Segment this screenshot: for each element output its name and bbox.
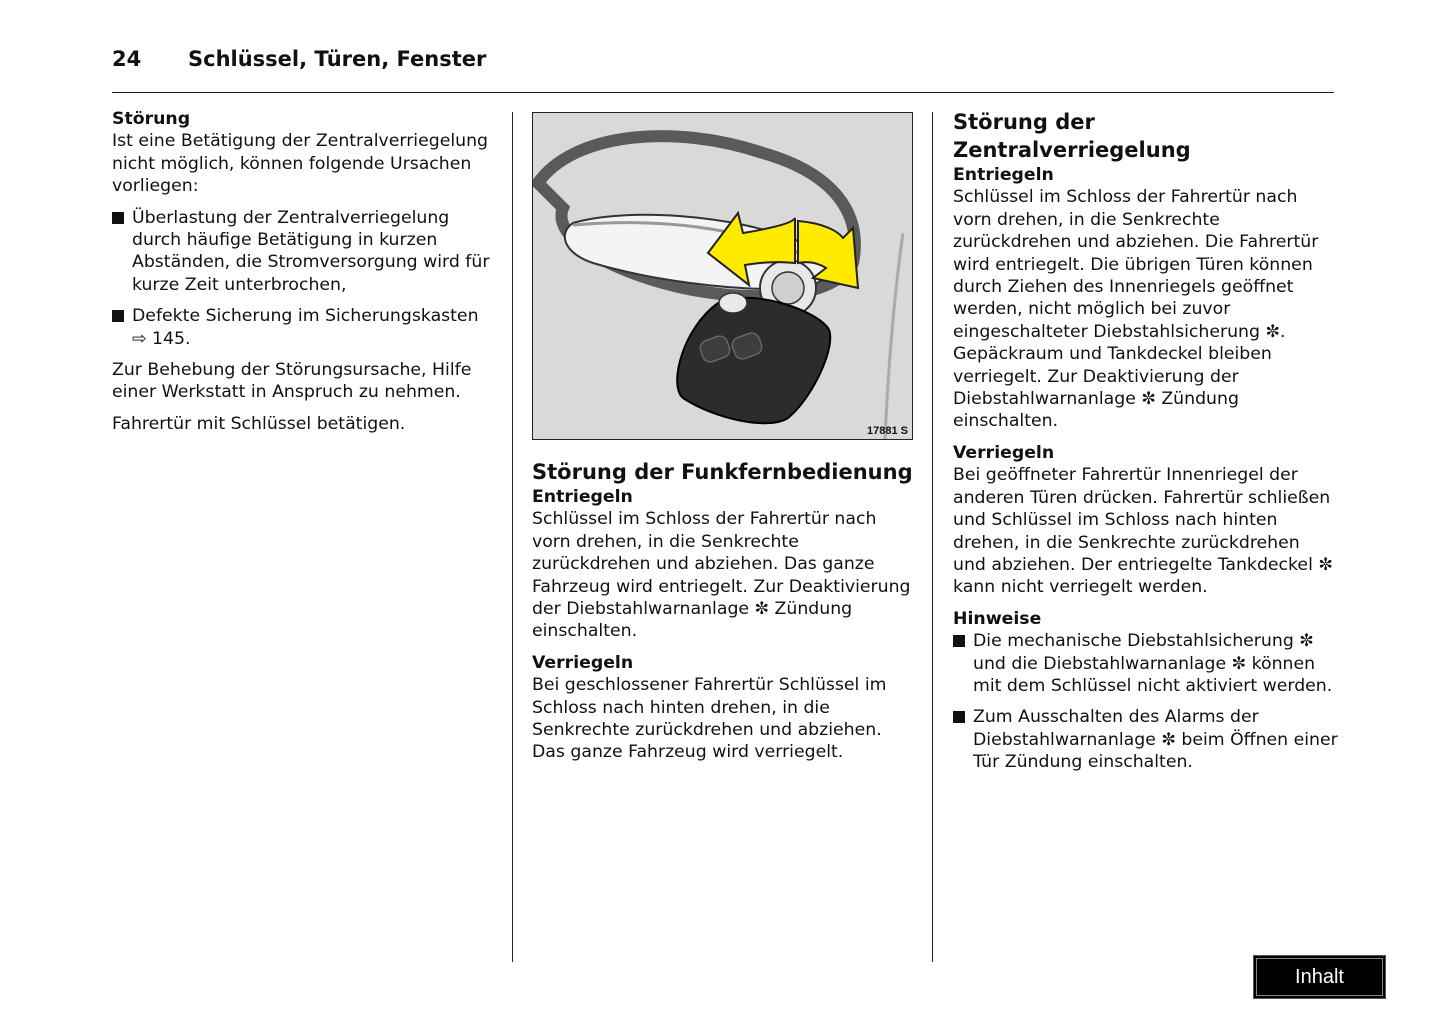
subheading-entriegeln: Entriegeln	[532, 487, 633, 507]
page-number: 24	[112, 47, 142, 71]
page-reference-link[interactable]	[132, 329, 190, 349]
bullet-square-icon	[953, 711, 965, 723]
anti-theft-symbol-icon: ✼	[1231, 653, 1247, 674]
unlock-text-part: . Gepäckraum und Tankdeckel bleiben verriegelt. Zur Deaktivierung der Diebstahlwarnanlage	[953, 321, 1286, 410]
lock-text	[953, 464, 1338, 598]
anti-theft-symbol-icon: ✼	[1299, 631, 1314, 652]
page-reference: 145.	[151, 328, 191, 349]
note-text-part: beim Öffnen einer Tür Zündung einschalten.	[973, 729, 1338, 773]
bullet-text: Defekte Sicherung im Sicherungskasten	[132, 306, 479, 327]
column-3	[953, 108, 1338, 774]
page-header	[112, 44, 1334, 93]
bullet-item	[112, 207, 502, 297]
note-text-part: und die Diebstahlwarnanlage	[973, 653, 1227, 674]
subheading-hinweise: Hinweise	[953, 608, 1042, 629]
intro-text: Ist eine Betätigung der Zentralverriegelung nicht möglich, können folgende Ursachen vorliegen:	[112, 131, 489, 197]
unlock-text-part: Zündung einschalten.	[532, 599, 853, 642]
section-title-funkfernbedienung: Störung der Funkfernbedienung	[532, 460, 913, 484]
unlock-text-part: Zündung einschalten.	[953, 389, 1239, 432]
unlock-text	[953, 186, 1338, 432]
subheading-entriegeln: Entriegeln	[953, 165, 1054, 185]
arrow-right-icon: ⇨	[132, 328, 147, 349]
unlock-text-part: Schlüssel im Schloss der Fahrertür nach vorn drehen, in die Senkrechte zurückdrehen und abziehen. Das ganze Fahrzeug wird entriegelt. Zur Deaktivierung der Diebstahlwarnanlage	[532, 509, 911, 620]
contents-button[interactable]: Inhalt	[1253, 955, 1386, 999]
unlock-text-part: Schlüssel im Schloss der Fahrertür nach vorn drehen, in die Senkrechte zurückdrehen und abziehen. Die Fahrertür wird entriegelt. Die übrigen Türen können durch Ziehen des Innenriegels geöffnet werden, nicht möglich bei zuvor eingeschalteter Diebstahlsicherung	[953, 187, 1319, 342]
anti-theft-symbol-icon: ✼	[1265, 321, 1280, 342]
section-title-zentralverriegelung: Störung der Zentralverriegelung	[953, 110, 1191, 162]
anti-theft-symbol-icon: ✼	[1141, 389, 1156, 410]
bullet-square-icon	[112, 310, 124, 322]
bullet-square-icon	[953, 635, 965, 647]
subheading-verriegeln: Verriegeln	[532, 652, 634, 673]
note-text-part: können mit dem Schlüssel nicht aktiviert werden.	[973, 653, 1333, 696]
anti-theft-symbol-icon: ✼	[754, 599, 770, 620]
column-2	[532, 458, 917, 764]
bullet-text: Überlastung der Zentralverriegelung durch häufige Betätigung in kurzen Abständen, die Stromversorgung wird für kurze Zeit unterbrochen,	[132, 207, 490, 295]
section-heading-stoerung: Störung	[112, 109, 191, 129]
paragraph: Fahrertür mit Schlüssel betätigen.	[112, 413, 406, 434]
lock-text-part: Bei geöffneter Fahrertür Innenriegel der anderen Türen drücken. Fahrertür schließen und Schlüssel im Schloss nach hinten drehen, in die Senkrechte zurückdrehen und abziehen. Der entriegelte Tankdeckel	[953, 465, 1331, 575]
note-text-part: Die mechanische Diebstahlsicherung	[973, 631, 1294, 652]
key-lock-illustration	[532, 112, 913, 440]
subheading-verriegeln: Verriegeln	[953, 442, 1055, 463]
lock-text: Bei geschlossener Fahrertür Schlüssel im Schloss nach hinten drehen, in die Senkrechte zurückdrehen und abziehen. Das ganze Fahrzeug wird verriegelt.	[532, 675, 887, 763]
unlock-text	[532, 508, 917, 642]
anti-theft-symbol-icon: ✼	[1318, 554, 1333, 575]
note-item	[953, 630, 1338, 697]
note-item	[953, 706, 1338, 773]
bullet-item	[112, 305, 502, 350]
bullet-square-icon	[112, 212, 124, 224]
note-text-part: Zum Ausschalten des Alarms der Diebstahlwarnanlage	[973, 707, 1259, 750]
page-title: Schlüssel, Türen, Fenster	[188, 47, 487, 71]
key-lock-drawing	[533, 113, 912, 439]
figure-number: 17881 S	[867, 425, 908, 437]
column-divider-1	[512, 112, 513, 962]
lock-text-part: kann nicht verriegelt werden.	[953, 577, 1208, 598]
column-1	[112, 108, 502, 435]
column-divider-2	[932, 112, 933, 962]
anti-theft-symbol-icon: ✼	[1161, 729, 1176, 750]
paragraph: Zur Behebung der Störungsursache, Hilfe einer Werkstatt in Anspruch zu nehmen.	[112, 360, 472, 403]
